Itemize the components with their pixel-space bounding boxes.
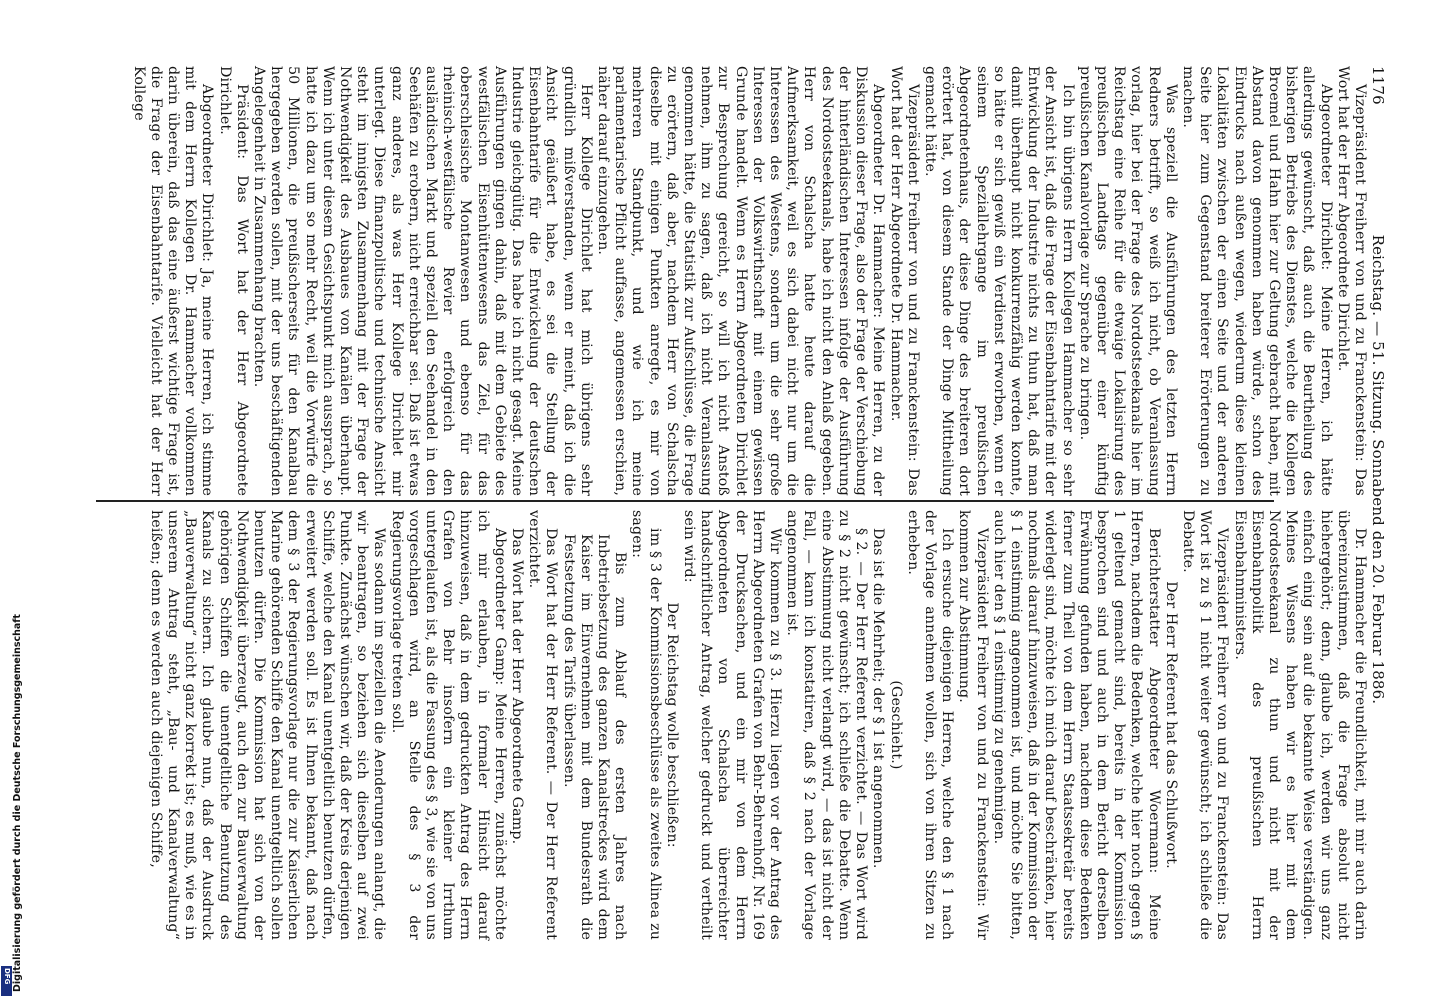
paragraph: im § 3 der Kommissionsbeschlüsse als zweites Alinea zu sagen:	[629, 510, 663, 940]
paragraph: Das Wort hat der Herr Abgeordnete Gamp.	[509, 528, 526, 845]
paragraph: Abgeordneter Dirichlet: Ja, meine Herren, ich stimme mit dem Herrn Kollegen Dr. Hammacher vollkommen darin überein, daß das eine äußerst wichtige Frage ist, die Frage der Eisenbahntarife. Vielleicht hat der Herr Kollege	[130, 66, 216, 496]
paragraph: Bis zum Ablauf des ersten Jahres nach Inbetriebsetzung des ganzen Kanalstreckes wird dem Kaiser im Einvernehmen mit dem Bundesrath die Festsetzung des Tarifs überlassen.	[560, 534, 629, 940]
paragraph: Was sodann im speziellen die Aenderungen anlangt, die wir beantragen, so beziehen sich dieselben auf zwei Punkte. Zunächst wünschen wir, daß der Kreis derjenigen Schiffe, welche den Kanal unentgeltlich benutzen dürfen, erweitert werden soll. Es ist Ihnen bekannt, daß nach dem § 3 der Regierungsvorlage nur die zur Kaiserlichen Marine gehörenden Schiffe den Kanal unentgeltlich sollen benutzen dürfen. Die Kommission hat sich von der Nothwendigkeit überzeugt, auch den zur Bauverwaltung gehörigen Schiffen die unentgeltliche Benutzung des Kanals zu sichern. Ich glaube nun, daß der Ausdruck „Bauverwaltung“ nicht ganz korrekt ist; es muß, wie es in unserem Antrag steht, „Bau- und Kanalverwaltung“ heißen; denn es werden auch diejenigen Schiffe,	[147, 510, 388, 940]
column-left-upper	[129, 66, 1368, 496]
page-header-line	[1369, 66, 1386, 936]
digitization-sidebar	[0, 0, 23, 1000]
paragraph: (Geschieht.)	[887, 680, 904, 770]
column-divider	[96, 500, 1274, 502]
dfg-logo-icon: DFG	[1, 966, 12, 996]
paragraph: Vizepräsident Freiherr von und zu Franckenstein: Das Wort hat der Herr Abgeordnete Dirichlet.	[1334, 66, 1368, 496]
paragraph: Das Wort hat der Herr Referent. — Der Herr Referent verzichtet.	[526, 510, 560, 940]
paragraph: Berichterstatter Abgeordneter Woermann: Meine Herren, nachdem die Bedenken, welche hier noch gegen § 1 geltend gemacht sind, bereits in der Kommission besprochen sind und auch in dem Bericht derselben Erwähnung gefunden haben, nachdem diese Bedenken ferner zum Theil von dem Herrn Staatssekretär bereits widerlegt sind, möchte ich mich darauf beschränken, hier nochmals darauf hinzuweisen, daß in der Kommission der § 1 einstimmig angenommen ist, und möchte Sie bitten, auch hier den § 1 einstimmig zu genehmigen.	[990, 510, 1162, 940]
paragraph: Wir kommen zu § 3. Hierzu liegen vor der Antrag des Herrn Abgeordneten Grafen von Behr-Behrenhoff, Nr. 169 der Drucksachen, und ein mir von dem Herrn Abgeordneten von Schalscha überreichter handschriftlicher Antrag, welcher gedruckt und vertheilt sein wird:	[681, 510, 784, 940]
paragraph: Dr. Hammacher die Freundlichkeit, mit mir auch darin übereinzustimmen, daß die Frage absolut nicht hiehergehört; denn, glaube ich, werden wir uns ganz einfach einig sein auf die bekannte Weise verständigen. Meines Wissens haben wir es hier mit dem Nordostseekanal zu thun und nicht mit der Eisenbahnpolitik des preußischen Herrn Eisenbahnministers.	[1231, 510, 1368, 940]
digitization-note: Digitalisierung gefördert durch die Deutsche Forschungsgemeinschaft	[12, 614, 23, 992]
page-number: 1176	[1369, 66, 1387, 105]
paragraph: Was speziell die Ausführungen des letzten Herrn Redners betrifft, so weiß ich nicht, ob Veranlassung vorlag, hier bei der Frage des Nordostseekanals hier im Reichstag eine Reihe für die etwaige Lokalisirung des preußischen Landtags gegenüber einer künftig preußischen Kanalvorlage zur Sprache zu bringen.	[1076, 66, 1179, 496]
paragraph: Abgeordneter Gamp: Meine Herren, zunächst möchte ich mir erlauben, in formaler Hinsicht darauf hinzuweisen, daß in dem gedruckten Antrag des Herrn Grafen von Behr insofern ein kleiner Irrthum untergelaufen ist, als die Fassung des § 3, wie sie von uns vorgeschlagen wird, an Stelle des § 3 der Regierungsvorlage treten soll.	[388, 510, 508, 940]
running-header	[1369, 66, 1386, 936]
paragraph: Ich bin übrigens Herrn Kollegen Hammacher so sehr der Ansicht ist, daß die Frage der Eisenbahntarife mit der Entwicklung der Industrie nichts zu thun hat, daß man damit überhaupt nicht konkurrenzfähig werden konnte, so hätte er sich gewiß ein Verdienst erworben, wenn er seinem Speziallehrgange im preußischen Abgeordnetenhaus, der diese Dinge des breiteren dort erörtert hat, von diesem Stande der Dinge Mittheilung gemacht hätte.	[921, 66, 1076, 496]
paragraph: Ich ersuche diejenigen Herren, welche den § 1 nach der Vorlage annehmen wollen, sich von ihren Sitzen zu erheben.	[904, 510, 956, 940]
paragraph: Das ist die Mehrheit; der § 1 ist angenommen.	[870, 528, 887, 869]
paragraph: Abgeordneter Dirichlet: Meine Herren, ich hätte allerdings gewünscht, daß auch die Beurtheilung des bisherigen Betriebs des Dienstes, welche die Kollegen Broemel und Hahn hier zur Geltung gebracht haben, mit Abstand davon genommen haben würde, schon des Eindrucks nach außen wegen, wiederum diese kleinen Lokalitäten zwischen der einen Seite und der anderen Seite hier zum Gegenstand breiterer Erörterungen zu machen.	[1179, 66, 1334, 496]
page-header-title: Reichstag. — 51. Sitzung. Sonnabend den 20. Februar 1886.	[1369, 234, 1387, 705]
paragraph: Vizepräsident Freiherr von und zu Franckenstein: Wir kommen zur Abstimmung.	[956, 510, 990, 940]
paragraph: Der Herr Referent hat das Schlußwort.	[1162, 581, 1179, 869]
paragraph: § 2. — Der Herr Referent verzichtet. — Das Wort wird zu § 2 nicht gewünscht; ich schließe die Debatte. Wenn eine Abstimmung nicht verlangt wird, — das ist nicht der Fall, — kann ich konstatiren, daß § 2 nach der Vorlage angenommen ist.	[784, 510, 870, 940]
column-right-lower	[147, 510, 1368, 940]
paragraph: Vizepräsident Freiherr von und zu Franckenstein: Das Wort ist zu § 1 nicht weiter gewünscht; ich schließe die Debatte.	[1179, 510, 1231, 940]
paragraph: Herr Kollege Dirichlet hat mich übrigens sehr gründlich mißverstanden, wenn er meint, daß ich die Ansicht geäußert habe, es sei die Stellung der Eisenbahntarife für die Entwickelung der deutschen Industrie gleichgültig. Das habe ich nicht gesagt. Meine Ausführungen gingen dahin, daß mit dem Gebiete des westfälischen Eisenhüttenwesens das Ziel, für das oberschlesische Montanwesen und ebenso für das rheinisch-westfälische Revier erfolgreich den ausländischen Markt und speziell den Seehandel in den Seehäfen zu erobern, nicht erreichbar sei. Daß ist etwas ganz anderes, als was Herr Kollege Dirichlet mir unterlegt. Diese finanzpolitische und technische Ansicht steht im innigsten Zusammenhang mit der Frage der Nothwendigkeit des Ausbaues von Kanälen überhaupt. Wenn ich unter diesem Gesichtspunkt mich aussprach, so hatte ich dazu um so mehr Recht, weil die Vorwürfe die 50 Millionen, die preußischerseits für den Kanalbau hergegeben werden sollen, mit der uns beschäftigenden Angelegenheit in Zusammenhang brachten.	[251, 66, 594, 496]
paragraph: Der Reichstag wolle beschließen:	[663, 602, 680, 848]
paragraph: Vizepräsident Freiherr von und zu Franckenstein: Das Wort hat der Herr Abgeordnete Dr. Hammacher.	[887, 66, 921, 496]
paragraph: Präsident: Das Wort hat der Herr Abgeordnete Dirichlet.	[216, 66, 250, 496]
paragraph: Abgeordneter Dr. Hammacher: Meine Herren, zu der Diskussion dieser Frage, also der Frage der Verschiebung der hinterländischen Interessen infolge der Ausführung des Nordostseekanals, habe ich nicht den Anlaß gegeben. Herr von Schalscha hatte heute darauf die Aufmerksamkeit, weil es sich dabei nicht nur um die Interessen des Westens, sondern um die sehr große Interessen der Volkswirthschaft mit einem gewissen Grunde handelt. Wenn es Herrn Abgeordneten Dirichlet zur Besprechung gereicht, so will ich nicht Anstoß nehmen, ihm zu sagen, daß ich nicht Veranlassung genommen hätte, die Statistik zur Aufschlüsse, die Frage zu erörtern, daß aber, nachdem Herr von Schalscha dieselbe mit einigen Punkten anregte, es mir von mehreren Standpunkt, und wie ich meine parlamentarische Pflicht auffasse, angemessen erschien, näher darauf einzugehen.	[595, 66, 887, 496]
